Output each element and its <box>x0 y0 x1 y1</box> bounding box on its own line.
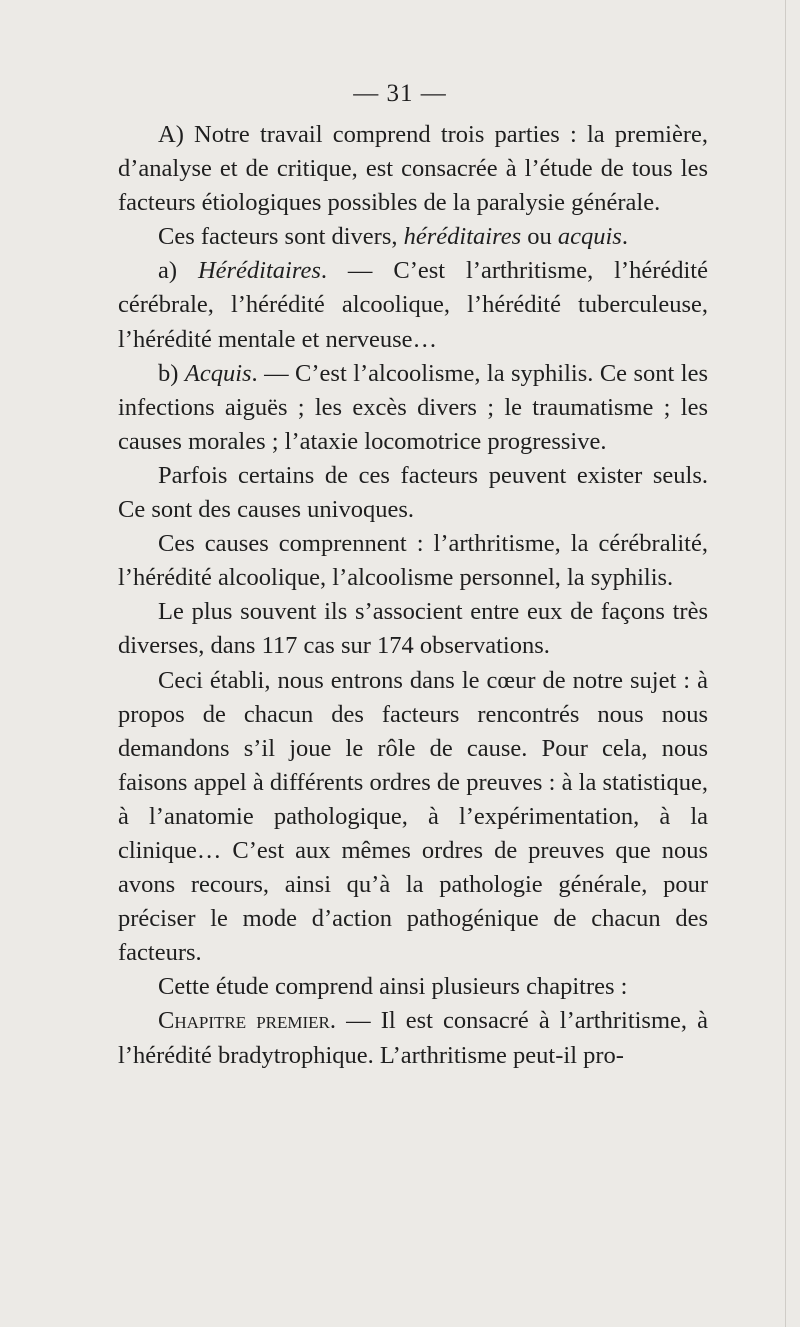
heading-hereditaires: Héréditaires <box>197 257 321 285</box>
paragraph-factors-conjunction: ou <box>521 223 558 251</box>
paragraph-associations: Le plus souvent ils s’associent entre eux de façons très diverses, dans 117 cas sur 174 observations. <box>118 598 708 660</box>
paragraph-chapter-one-text: . — Il est consacré à l’arthritisme, à l’hérédité bradytrophique. L’arthritisme peut-il pro- <box>118 1007 708 1069</box>
chapter-heading: Chapitre premier <box>158 1007 330 1035</box>
paragraph-factors <box>118 220 708 254</box>
paragraph-chapters-intro: Cette étude comprend ainsi plusieurs chapitres : <box>158 973 628 1001</box>
list-marker-a: a) <box>158 257 198 285</box>
paragraph-acquired <box>118 357 708 459</box>
paragraph-acquired-text: . — C’est l’alcoolisme, la syphilis. Ce sont les infections aiguës ; les excès divers ; le traumatisme ; les causes morales ; l’ataxie locomotrice progressive. <box>118 359 708 455</box>
paragraph-causes: Ces causes comprennent : l’arthritisme, la cérébralité, l’hérédité alcoolique, l’alcoolisme personnel, la syphilis. <box>118 530 708 592</box>
list-marker-b: b) <box>158 359 185 387</box>
body-text <box>118 118 708 1073</box>
paragraph-hereditary-text: . — C’est l’arthritisme, l’hérédité cérébrale, l’hérédité alcoolique, l’hérédité tuberculeuse, l’hérédité mentale et nerveuse… <box>118 257 708 353</box>
paragraph-overview: A) Notre travail comprend trois parties : la première, d’analyse et de critique, est consacrée à l’étude de tous les facteurs étiologiques possibles de la paralysie générale. <box>118 121 708 217</box>
page-edge <box>785 0 786 1327</box>
term-hereditaires: héréditaires <box>403 223 522 251</box>
paragraph-chapter-one <box>118 1004 708 1072</box>
page-number: — 31 — <box>353 80 447 107</box>
paragraph-factors-end: . <box>621 223 628 251</box>
paragraph-factors-text: Ces facteurs sont divers, <box>158 223 404 251</box>
heading-acquis: Acquis <box>184 359 252 387</box>
paragraph-univocal: Parfois certains de ces facteurs peuvent exister seuls. Ce sont des causes univoques. <box>118 461 708 524</box>
paragraph-method: Ceci établi, nous entrons dans le cœur de notre sujet : à propos de chacun des facteurs rencontrés nous nous demandons s’il joue le rôle de cause. Pour cela, nous faisons appel à différents ordres de preuves : à la statistique, à l’anatomie pathologique, à l’expérimentation, à la clinique… C’est aux mêmes ordres de preuves que nous avons recours, ainsi qu’à la pathologie générale, pour préciser le mode d’action pathogénique de chacun des facteurs. <box>118 666 708 967</box>
term-acquis: acquis <box>557 223 622 251</box>
paragraph-hereditary <box>118 254 708 356</box>
